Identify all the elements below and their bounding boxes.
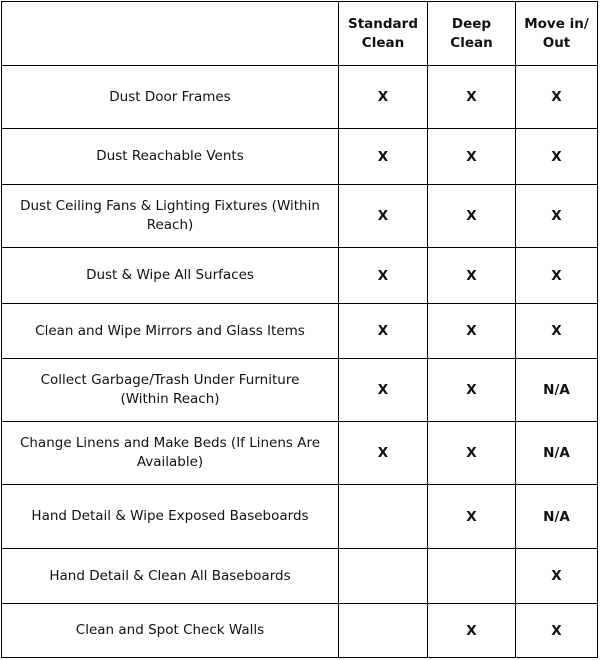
task-cell: Dust Door Frames <box>2 66 338 128</box>
move-mark: X <box>516 604 597 657</box>
deep-mark: X <box>428 129 515 184</box>
task-cell: Clean and Wipe Mirrors and Glass Items <box>2 304 338 358</box>
deep-mark: X <box>428 185 515 247</box>
table-row <box>1 421 598 485</box>
task-cell: Dust Reachable Vents <box>2 129 338 184</box>
standard-mark: X <box>339 422 427 484</box>
header-deep-clean: Deep Clean <box>428 2 515 65</box>
standard-mark: X <box>339 129 427 184</box>
standard-mark: X <box>339 304 427 358</box>
deep-mark: X <box>428 248 515 303</box>
task-cell: Change Linens and Make Beds (If Linens Are Available) <box>2 422 338 484</box>
task-cell: Hand Detail & Wipe Exposed Baseboards <box>2 485 338 548</box>
standard-mark: X <box>339 248 427 303</box>
deep-mark: X <box>428 304 515 358</box>
standard-mark: X <box>339 359 427 421</box>
deep-mark: X <box>428 485 515 548</box>
move-mark: N/A <box>516 359 597 421</box>
standard-mark <box>339 604 427 657</box>
task-cell: Dust & Wipe All Surfaces <box>2 248 338 303</box>
table-row <box>1 247 598 304</box>
move-mark: X <box>516 66 597 128</box>
standard-mark <box>339 549 427 603</box>
deep-mark: X <box>428 359 515 421</box>
table-row <box>1 603 598 658</box>
header-move-in-out: Move in/ Out <box>516 2 597 65</box>
table-row <box>1 128 598 185</box>
deep-mark <box>428 549 515 603</box>
table-row <box>1 484 598 549</box>
move-mark: X <box>516 129 597 184</box>
task-cell: Clean and Spot Check Walls <box>2 604 338 657</box>
deep-mark: X <box>428 422 515 484</box>
move-mark: N/A <box>516 485 597 548</box>
table-row <box>1 303 598 359</box>
move-mark: N/A <box>516 422 597 484</box>
table-row <box>1 358 598 422</box>
standard-mark: X <box>339 185 427 247</box>
task-cell: Collect Garbage/Trash Under Furniture (Within Reach) <box>2 359 338 421</box>
move-mark: X <box>516 304 597 358</box>
task-cell: Dust Ceiling Fans & Lighting Fixtures (Within Reach) <box>2 185 338 247</box>
standard-mark <box>339 485 427 548</box>
move-mark: X <box>516 549 597 603</box>
cleaning-comparison-table <box>1 1 598 658</box>
header-task <box>2 2 338 65</box>
task-cell: Hand Detail & Clean All Baseboards <box>2 549 338 603</box>
header-standard-clean: Standard Clean <box>339 2 427 65</box>
deep-mark: X <box>428 66 515 128</box>
move-mark: X <box>516 185 597 247</box>
table-row <box>1 548 598 604</box>
move-mark: X <box>516 248 597 303</box>
table-row <box>1 65 598 129</box>
table-row <box>1 184 598 248</box>
header-row <box>1 1 598 66</box>
deep-mark: X <box>428 604 515 657</box>
standard-mark: X <box>339 66 427 128</box>
